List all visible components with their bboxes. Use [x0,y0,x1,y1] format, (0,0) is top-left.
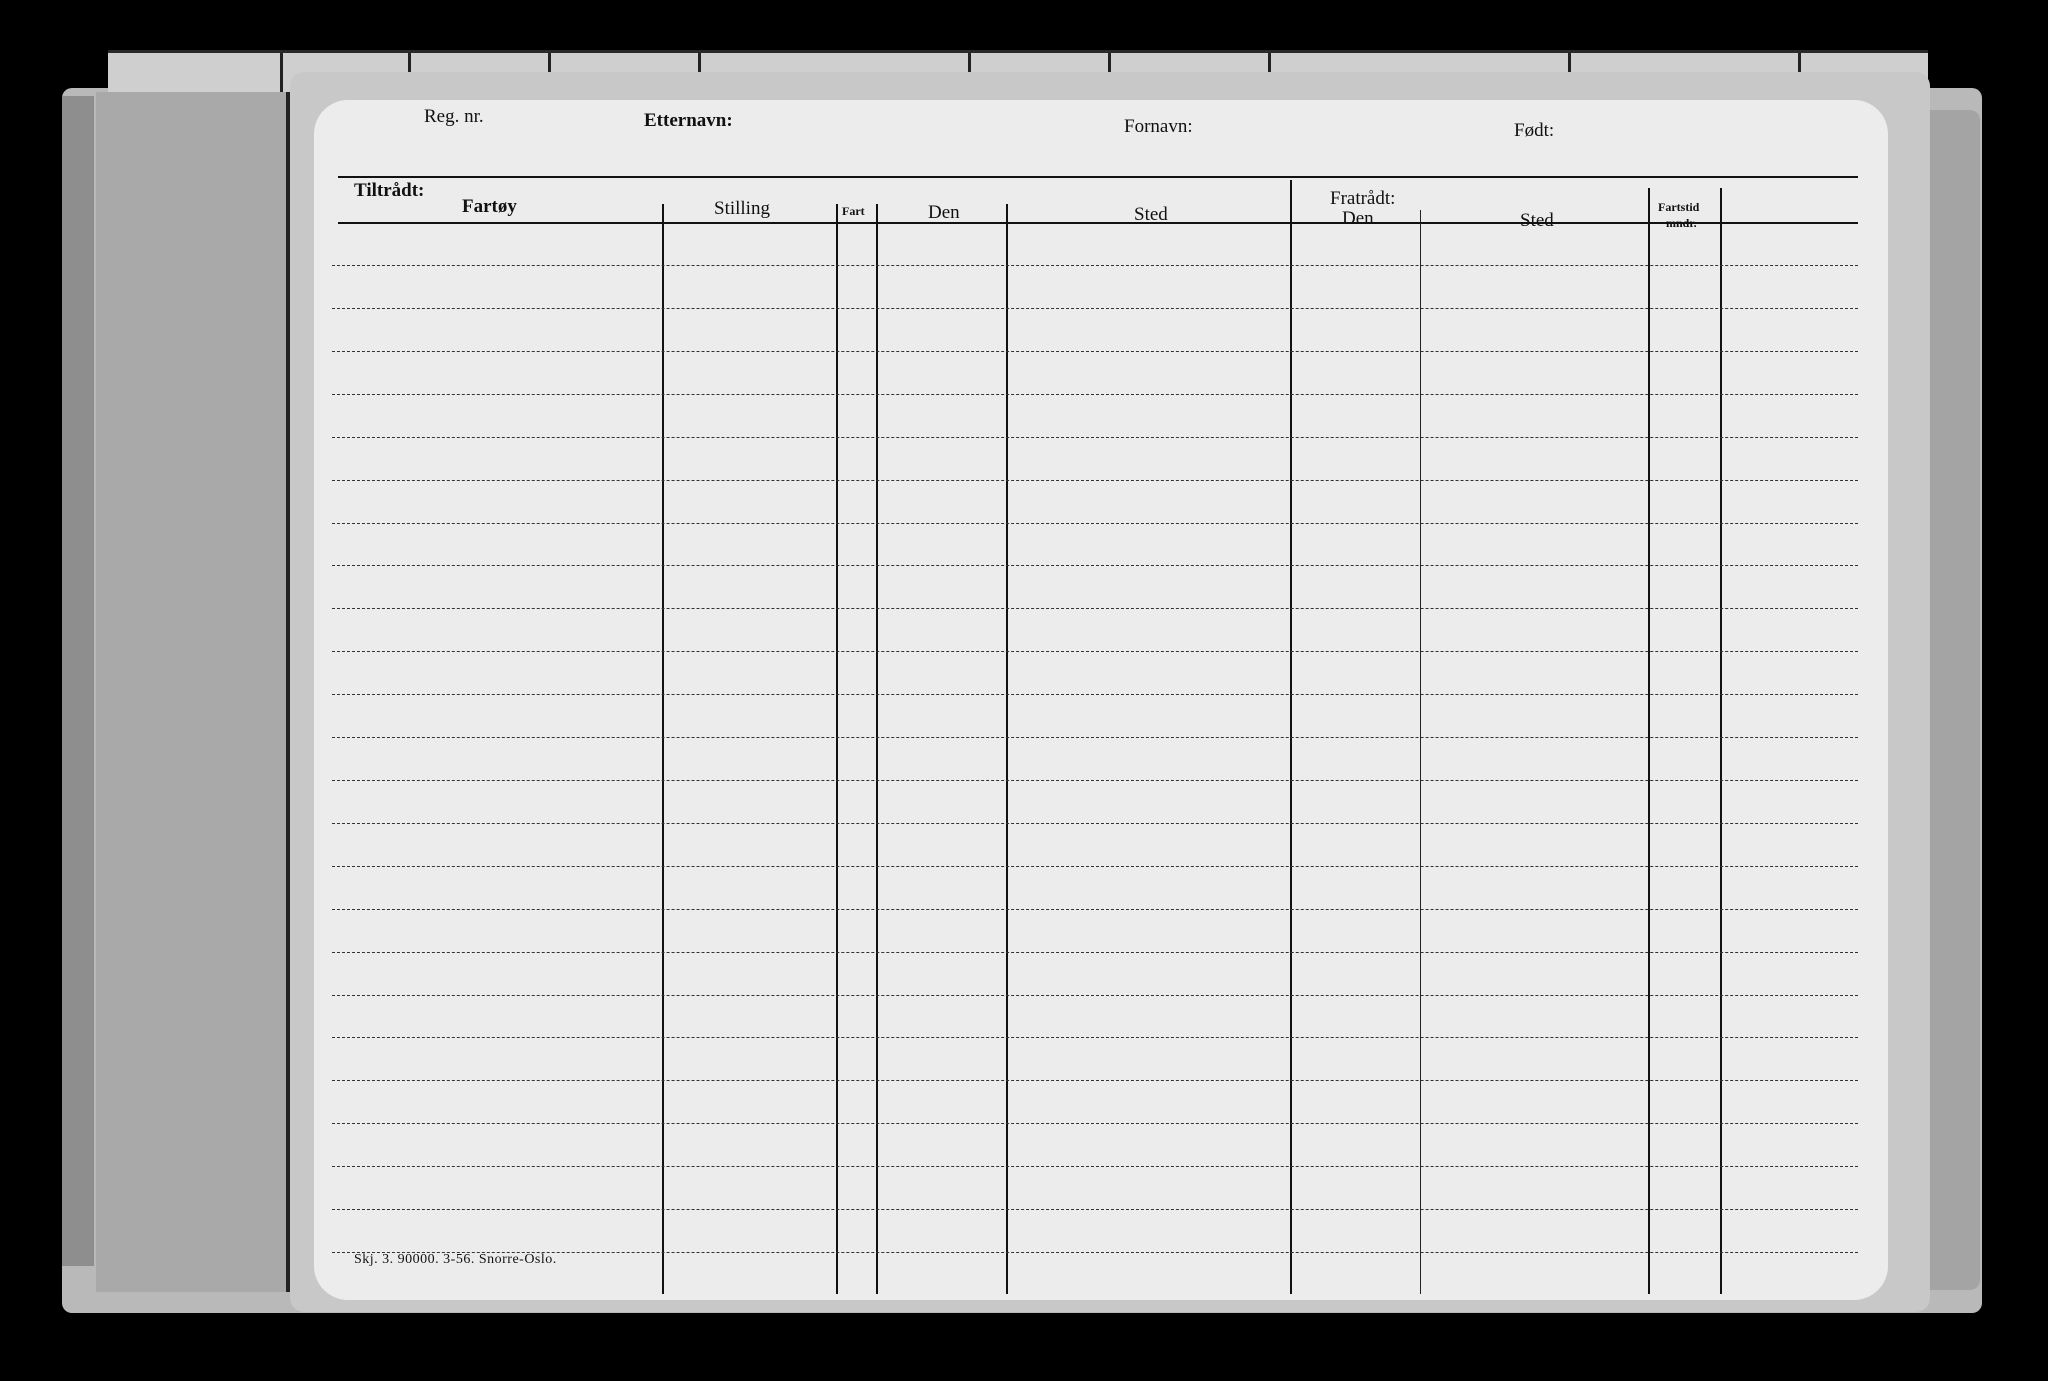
folder-right-edge [1930,110,1980,1290]
fodt-label: Født: [1514,120,1555,141]
row-rule [332,1123,1858,1124]
printer-imprint: Skj. 3. 90000. 3-56. Snorre-Oslo. [354,1252,557,1267]
row-rule [332,308,1858,309]
row-rule [332,780,1858,781]
row-rule [332,523,1858,524]
col-sted-tiltradt: Sted [1134,204,1168,225]
col-fartstid: Fartstid [1658,200,1700,214]
col-sted-fratradt: Sted [1520,210,1554,231]
row-rule [332,1209,1858,1210]
fornavn-label: Fornavn: [1124,116,1193,137]
row-rule [332,565,1858,566]
row-rule [332,265,1858,266]
col-sep-den-fratradt [1420,210,1421,1294]
etternavn-label: Etternavn: [644,110,733,131]
row-rule [332,1166,1858,1167]
row-rule [332,1037,1858,1038]
fratradt-label: Fratrådt: [1330,188,1396,209]
row-rule [332,737,1858,738]
row-rule [332,480,1858,481]
col-sep-fartoy [662,204,664,1294]
col-sep-fartstid [1720,188,1722,1294]
column-header-rule [338,222,1858,224]
col-den-fratradt: Den [1342,208,1374,229]
row-rule [332,394,1858,395]
row-rule [332,437,1858,438]
folder-left-flap [96,92,290,1292]
header-rule [338,176,1858,178]
folder-spine [62,96,94,1266]
col-den-tiltradt: Den [928,202,960,223]
row-rule [332,694,1858,695]
reg-nr-label: Reg. nr. [424,106,484,127]
row-rule [332,1080,1858,1081]
col-sep-fart [876,204,878,1294]
row-rule [332,608,1858,609]
row-rule [332,995,1858,996]
row-rule [332,866,1858,867]
row-rule [332,1252,1858,1253]
col-sep-sted-fratradt [1648,188,1650,1294]
row-rule [332,651,1858,652]
record-card [314,100,1888,1300]
col-sep-den [1006,204,1008,1294]
tiltradt-label: Tiltrådt: [354,180,425,201]
col-sep-stilling [836,204,838,1294]
row-rule [332,909,1858,910]
row-rule [332,351,1858,352]
row-rule [332,952,1858,953]
col-fartoy: Fartøy [462,196,517,217]
col-stilling: Stilling [714,198,770,219]
col-fartstid-unit: mndr. [1666,216,1697,230]
col-fart: Fart [842,204,865,218]
row-rule [332,823,1858,824]
